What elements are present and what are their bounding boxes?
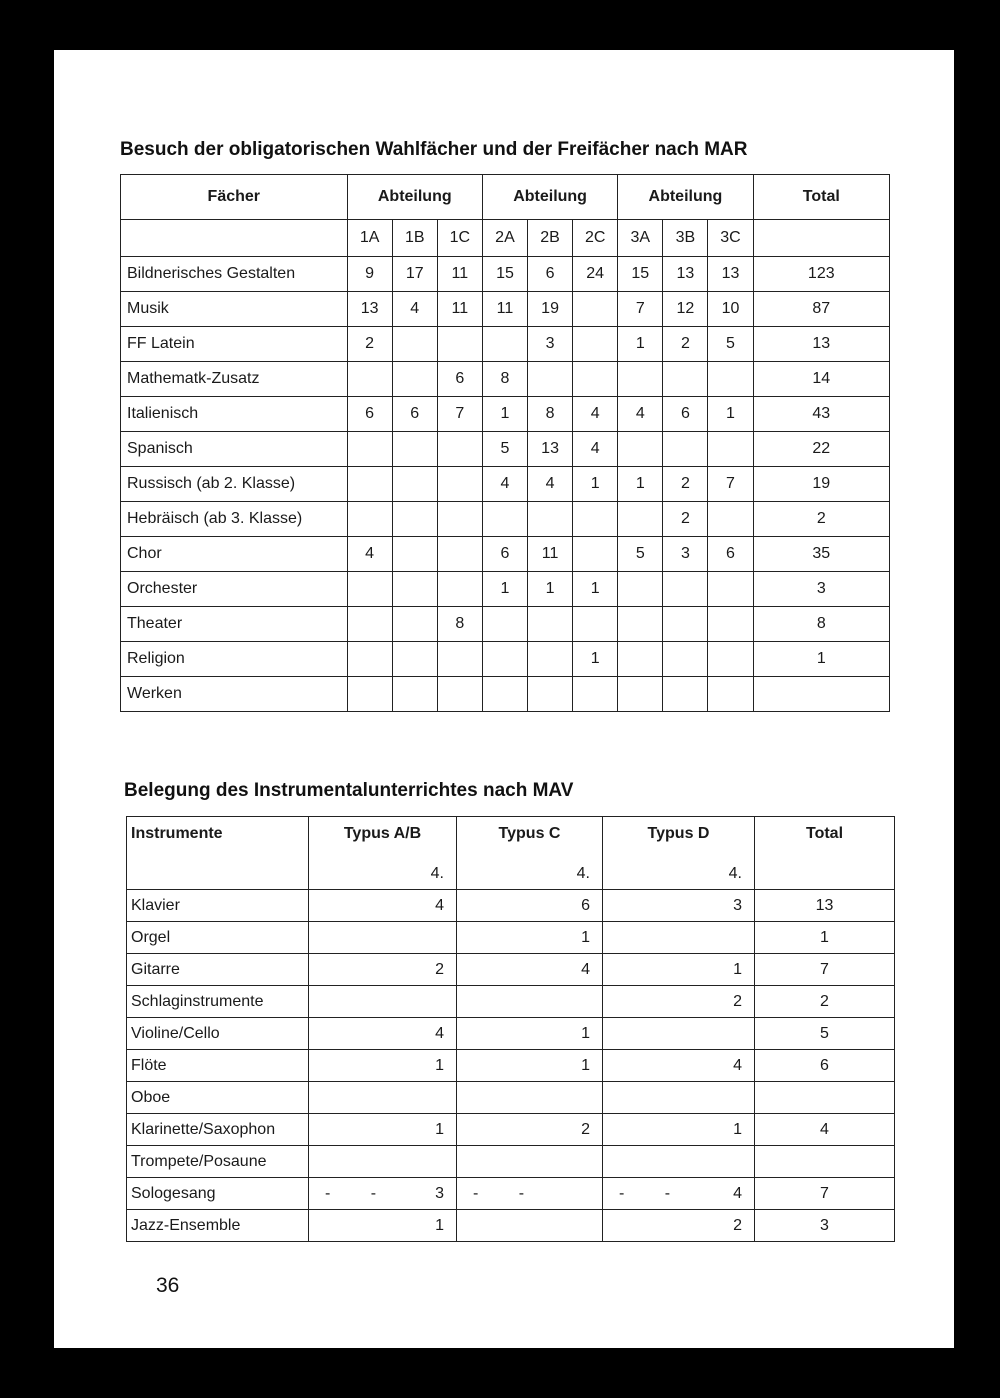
enrollment-cell [392,467,437,502]
enrollment-cell: 5 [708,327,753,362]
type-d-cell [603,1018,755,1050]
enrollment-cell [618,362,663,397]
table-row [127,922,895,954]
enrollment-cell [663,362,708,397]
enrollment-cell: 11 [437,257,482,292]
subject-name: Chor [121,537,348,572]
instrument-name: Gitarre [127,954,309,986]
type-ab-value: 4 [435,896,444,914]
enrollment-cell [347,467,392,502]
total-cell: 14 [753,362,889,397]
total-cell: 2 [755,986,895,1018]
class-header-1c: 1C [437,220,482,257]
instrument-name: Schlaginstrumente [127,986,309,1018]
class-header-row [121,220,890,257]
table-row [127,890,895,922]
enrollment-cell: 5 [482,432,527,467]
department-header-3: Abteilung [618,175,753,220]
table-row [127,1210,895,1242]
enrollment-cell [482,502,527,537]
type-ab-cell [309,1210,457,1242]
enrollment-cell [437,677,482,712]
enrollment-cell: 3 [663,537,708,572]
type-ab-value: 3 [435,1184,444,1202]
type-ab-cell [309,1018,457,1050]
enrollment-cell: 12 [663,292,708,327]
enrollment-cell [663,572,708,607]
type-ab-value: 1 [435,1216,444,1234]
total-cell: 123 [753,257,889,292]
table-row [121,467,890,502]
total-cell: 6 [755,1050,895,1082]
enrollment-cell: 24 [573,257,618,292]
type-d-value: 3 [733,896,742,914]
enrollment-cell [437,502,482,537]
enrollment-cell: 1 [618,467,663,502]
type-ab-value: 4 [435,1024,444,1042]
instrument-name: Jazz-Ensemble [127,1210,309,1242]
table-row [127,1018,895,1050]
table-row [121,397,890,432]
enrollment-cell: 15 [618,257,663,292]
type-c-cell [457,1210,603,1242]
type-ab-cell [309,1082,457,1114]
type-d-cell [603,954,755,986]
enrollment-cell: 7 [437,397,482,432]
subject-name: Spanisch [121,432,348,467]
enrollment-cell [708,677,753,712]
enrollment-cell [437,642,482,677]
table-row [121,502,890,537]
type-c-cell [457,1082,603,1114]
total-cell: 8 [753,607,889,642]
page-number: 36 [156,1274,180,1297]
total-header: Total [753,175,889,220]
enrollment-cell: 1 [482,572,527,607]
enrollment-cell [573,502,618,537]
enrollment-cell: 1 [482,397,527,432]
enrollment-cell: 7 [708,467,753,502]
enrollment-cell [482,642,527,677]
table2-title: Belegung des Instrumentalunterrichtes nach MAV [124,780,574,801]
total-cell: 7 [755,954,895,986]
subject-name: Hebräisch (ab 3. Klasse) [121,502,348,537]
type-c-cell [457,1050,603,1082]
type-c-cell [457,1114,603,1146]
total-cell [755,1082,895,1114]
enrollment-cell [482,677,527,712]
enrollment-cell: 1 [528,572,573,607]
enrollment-cell [618,677,663,712]
type-ab-cell [309,890,457,922]
enrollment-cell: 6 [347,397,392,432]
type-c-value: 2 [581,1120,590,1138]
enrollment-cell [663,432,708,467]
enrollment-cell: 1 [708,397,753,432]
table-row [121,257,890,292]
subject-name: Theater [121,607,348,642]
type-c-cell [457,986,603,1018]
subject-name: Religion [121,642,348,677]
enrollment-cell [347,432,392,467]
type-ab-cell [309,922,457,954]
enrollment-cell: 13 [708,257,753,292]
table-row [121,677,890,712]
subject-name: Werken [121,677,348,712]
enrollment-cell: 4 [392,292,437,327]
type-c-cell [457,922,603,954]
enrollment-cell: 1 [573,572,618,607]
type-c-value: 1 [581,1024,590,1042]
type-c-value: 1 [581,1056,590,1074]
enrollment-cell: 1 [618,327,663,362]
total-header-2: Total [755,817,895,890]
type-c-value: 6 [581,896,590,914]
dash-marks: - - [619,1184,689,1202]
type-d-cell [603,1050,755,1082]
enrollment-cell [347,677,392,712]
table-row [127,1178,895,1210]
class-header-1b: 1B [392,220,437,257]
table-row [121,292,890,327]
enrollment-cell: 11 [528,537,573,572]
enrollment-cell [618,607,663,642]
enrollment-cell: 6 [437,362,482,397]
enrollment-cell [482,327,527,362]
subject-name: Orchester [121,572,348,607]
enrollment-cell [347,362,392,397]
table-row [121,642,890,677]
type-ab-value: 1 [435,1120,444,1138]
table1-header-row [121,175,890,220]
instrument-name: Violine/Cello [127,1018,309,1050]
enrollment-cell [392,607,437,642]
type-c-value: 1 [581,928,590,946]
type-c-value: 4 [581,960,590,978]
instrument-name: Klarinette/Saxophon [127,1114,309,1146]
enrollment-cell [708,362,753,397]
enrollment-cell [618,432,663,467]
instrument-name: Trompete/Posaune [127,1146,309,1178]
department-header-1: Abteilung [347,175,482,220]
dash-marks: - - [473,1184,543,1202]
class-header-3a: 3A [618,220,663,257]
enrollment-cell [573,677,618,712]
instrument-name: Flöte [127,1050,309,1082]
instrument-name: Sologesang [127,1178,309,1210]
total-cell [753,677,889,712]
enrollment-cell [618,642,663,677]
total-cell: 3 [753,572,889,607]
type-ab-cell [309,1114,457,1146]
enrollment-cell: 3 [528,327,573,362]
table1-title: Besuch der obligatorischen Wahlfächer und der Freifächer nach MAR [120,139,748,160]
enrollment-cell [347,572,392,607]
type-ab-cell [309,954,457,986]
type-d-value: 1 [733,960,742,978]
enrollment-cell [347,642,392,677]
enrollment-cell: 6 [528,257,573,292]
enrollment-cell: 11 [482,292,527,327]
enrollment-cell: 9 [347,257,392,292]
type-d-cell [603,1146,755,1178]
instrument-name: Oboe [127,1082,309,1114]
total-cell: 13 [755,890,895,922]
dash-marks: - - [325,1184,395,1202]
enrollment-cell [618,572,663,607]
type-c-cell [457,1018,603,1050]
total-cell: 13 [753,327,889,362]
enrollment-cell [392,677,437,712]
total-cell [755,1146,895,1178]
enrollment-cell: 4 [482,467,527,502]
total-cell: 22 [753,432,889,467]
total-cell: 2 [753,502,889,537]
enrollment-cell [528,502,573,537]
enrollment-cell [528,642,573,677]
table-row [121,607,890,642]
type-d-cell [603,1178,755,1210]
enrollment-cell: 8 [482,362,527,397]
enrollment-cell [708,572,753,607]
enrollment-cell: 7 [618,292,663,327]
subject-name: Russisch (ab 2. Klasse) [121,467,348,502]
type-d-value: 4 [733,1056,742,1074]
total-cell: 1 [753,642,889,677]
type-d-cell [603,922,755,954]
enrollment-cell [708,502,753,537]
enrollment-cell: 15 [482,257,527,292]
subject-name: Mathematk-Zusatz [121,362,348,397]
type-d-cell [603,1082,755,1114]
enrollment-cell: 4 [618,397,663,432]
elective-subjects-table [120,174,890,712]
table-row [121,327,890,362]
enrollment-cell [708,642,753,677]
enrollment-cell: 13 [663,257,708,292]
class-header-empty [121,220,348,257]
enrollment-cell [392,537,437,572]
enrollment-cell [392,572,437,607]
type-ab-value: 1 [435,1056,444,1074]
enrollment-cell [528,677,573,712]
table2-header-row [127,817,895,890]
type-d-cell [603,890,755,922]
type-d-cell [603,1210,755,1242]
total-cell: 19 [753,467,889,502]
enrollment-cell: 10 [708,292,753,327]
instrument-name: Klavier [127,890,309,922]
subject-name: Italienisch [121,397,348,432]
subject-name: FF Latein [121,327,348,362]
enrollment-cell [708,432,753,467]
type-ab-cell [309,1050,457,1082]
enrollment-cell [437,537,482,572]
total-cell: 7 [755,1178,895,1210]
enrollment-cell [573,362,618,397]
table-row [121,572,890,607]
enrollment-cell: 1 [573,642,618,677]
table-row [121,537,890,572]
enrollment-cell [618,502,663,537]
total-cell: 1 [755,922,895,954]
class-header-total-empty [753,220,889,257]
type-c-subheader: 4. [576,865,590,882]
table-row [127,954,895,986]
total-cell: 3 [755,1210,895,1242]
enrollment-cell [663,677,708,712]
enrollment-cell: 13 [528,432,573,467]
enrollment-cell [437,327,482,362]
table-row [127,1050,895,1082]
type-d-value: 4 [733,1184,742,1202]
type-d-cell [603,1114,755,1146]
enrollment-cell: 4 [528,467,573,502]
type-c-cell [457,1146,603,1178]
enrollment-cell [708,607,753,642]
enrollment-cell: 17 [392,257,437,292]
type-d-value: 2 [733,992,742,1010]
type-ab-header: Typus A/B 4. [309,817,457,890]
enrollment-cell: 4 [573,397,618,432]
enrollment-cell [573,327,618,362]
table-row [121,432,890,467]
enrollment-cell: 4 [347,537,392,572]
enrollment-cell: 11 [437,292,482,327]
enrollment-cell [663,607,708,642]
type-ab-subheader: 4. [430,865,444,882]
enrollment-cell: 13 [347,292,392,327]
enrollment-cell: 6 [392,397,437,432]
enrollment-cell: 19 [528,292,573,327]
enrollment-cell: 2 [663,467,708,502]
enrollment-cell [392,327,437,362]
type-ab-cell [309,986,457,1018]
enrollment-cell: 1 [573,467,618,502]
instrument-lessons-table [126,816,895,1242]
enrollment-cell: 6 [708,537,753,572]
class-header-3b: 3B [663,220,708,257]
enrollment-cell [663,642,708,677]
table-row [127,1146,895,1178]
enrollment-cell: 6 [663,397,708,432]
document-page [54,50,954,1348]
table-row [127,986,895,1018]
department-header-2: Abteilung [482,175,617,220]
enrollment-cell [573,607,618,642]
enrollment-cell: 5 [618,537,663,572]
class-header-2b: 2B [528,220,573,257]
table-row [127,1082,895,1114]
enrollment-cell [528,362,573,397]
enrollment-cell: 2 [663,327,708,362]
enrollment-cell: 6 [482,537,527,572]
class-header-1a: 1A [347,220,392,257]
enrollment-cell: 4 [573,432,618,467]
enrollment-cell [482,607,527,642]
enrollment-cell [437,467,482,502]
type-d-subheader: 4. [728,865,742,882]
subject-name: Bildnerisches Gestalten [121,257,348,292]
total-cell: 43 [753,397,889,432]
type-d-header: Typus D 4. [603,817,755,890]
table-row [127,1114,895,1146]
type-c-header: Typus C 4. [457,817,603,890]
enrollment-cell [392,432,437,467]
total-cell: 87 [753,292,889,327]
enrollment-cell [528,607,573,642]
enrollment-cell [347,607,392,642]
type-ab-cell [309,1178,457,1210]
enrollment-cell [437,432,482,467]
class-header-2a: 2A [482,220,527,257]
total-cell: 5 [755,1018,895,1050]
instrument-name: Orgel [127,922,309,954]
enrollment-cell [573,292,618,327]
enrollment-cell: 8 [528,397,573,432]
subject-header: Fächer [121,175,348,220]
type-d-value: 1 [733,1120,742,1138]
type-ab-value: 2 [435,960,444,978]
enrollment-cell: 2 [347,327,392,362]
enrollment-cell [392,362,437,397]
type-d-cell [603,986,755,1018]
type-d-value: 2 [733,1216,742,1234]
type-c-cell [457,1178,603,1210]
instrument-header: Instrumente [127,817,309,890]
subject-name: Musik [121,292,348,327]
enrollment-cell: 2 [663,502,708,537]
enrollment-cell [437,572,482,607]
enrollment-cell [573,537,618,572]
class-header-2c: 2C [573,220,618,257]
total-cell: 4 [755,1114,895,1146]
enrollment-cell: 8 [437,607,482,642]
class-header-3c: 3C [708,220,753,257]
enrollment-cell [392,502,437,537]
type-c-cell [457,954,603,986]
table-row [121,362,890,397]
enrollment-cell [347,502,392,537]
enrollment-cell [392,642,437,677]
type-c-cell [457,890,603,922]
total-cell: 35 [753,537,889,572]
type-ab-cell [309,1146,457,1178]
